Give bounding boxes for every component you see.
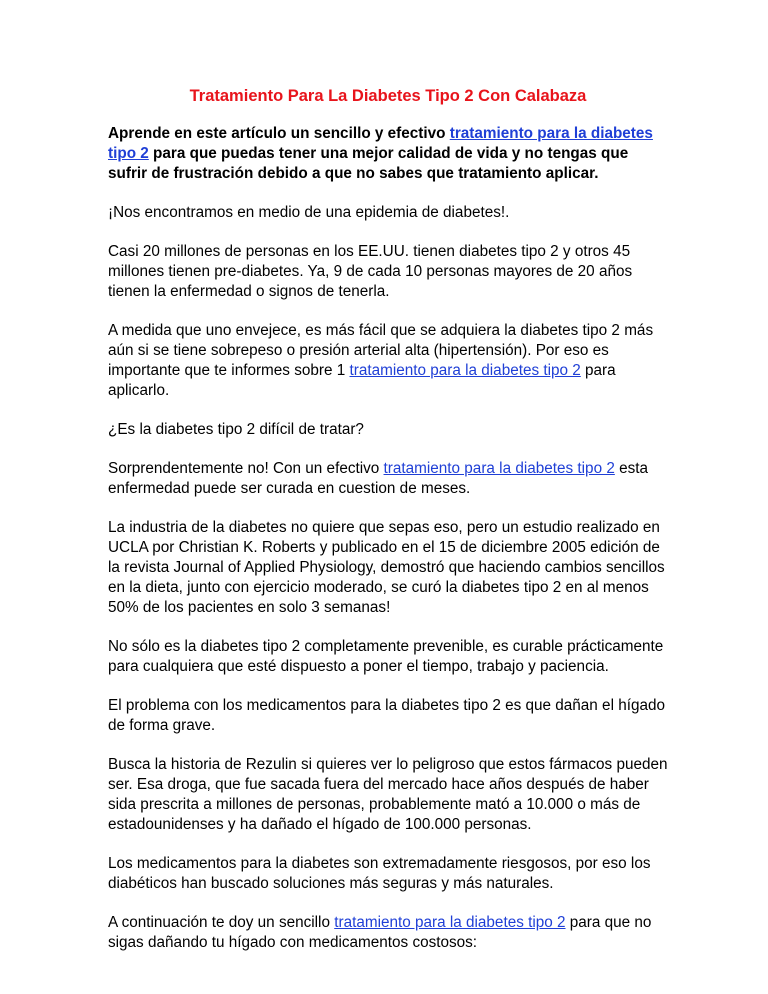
conclusion-text-before: A continuación te doy un sencillo — [108, 914, 335, 931]
paragraph-preventable: No sólo es la diabetes tipo 2 completamente prevenible, es curable prácticamente para cualquiera que esté dispuesto a poner el tiempo, trabajo y paciencia. — [108, 638, 664, 675]
aging-text-before: A medida que uno envejece, es más fácil que se adquiera la diabetes tipo 2 más aún si se tiene sobrepeso o presión arterial alta (hipertensión). Por eso es importante que te informes sobre 1 — [108, 322, 654, 379]
paragraph-aging — [108, 321, 668, 401]
paragraph-rezulin: Busca la historia de Rezulin si quieres ver lo peligroso que estos fármacos pueden ser. Esa droga, que fue sacada fuera del mercado hace años después de haber sida prescrita a millones de personas, probablemente mató a 10.000 o más de estadounidenses y ha dañado el hígado de 100.000 personas. — [108, 756, 668, 833]
conclusion-text-after: para que no sigas dañando tu hígado con medicamentos costosos: — [108, 914, 652, 951]
paragraph-ucla-study: La industria de la diabetes no quiere que sepas eso, pero un estudio realizado en UCLA por Christian K. Roberts y publicado en el 15 de diciembre 2005 edición de la revista Journal of Applied Physiology, demostró que haciendo cambios sencillos en la dieta, junto con ejercicio moderado, se curó la diabetes tipo 2 en al menos 50% de los pacientes en solo 3 semanas! — [108, 519, 665, 616]
intro-paragraph — [108, 124, 668, 184]
paragraph-liver-damage: El problema con los medicamentos para la diabetes tipo 2 es que dañan el hígado de forma grave. — [108, 697, 665, 734]
surprise-text-before: Sorprendentemente no! Con un efectivo — [108, 460, 384, 477]
page-title: Tratamiento Para La Diabetes Tipo 2 Con Calabaza — [189, 87, 587, 105]
intro-text-after: para que puedas tener una mejor calidad de vida y no tengas que sufrir de frustración debido a que no sabes que tratamiento aplicar. — [108, 145, 629, 182]
paragraph-epidemic: ¡Nos encontramos en medio de una epidemia de diabetes!. — [108, 204, 510, 221]
aging-link-diabetes-treatment[interactable]: tratamiento para la diabetes tipo 2 — [349, 362, 581, 379]
paragraph-risky-medication: Los medicamentos para la diabetes son extremadamente riesgosos, por eso los diabéticos han buscado soluciones más seguras y más naturales. — [108, 855, 651, 892]
surprise-link-diabetes-treatment[interactable]: tratamiento para la diabetes tipo 2 — [383, 460, 615, 477]
conclusion-link-diabetes-treatment[interactable]: tratamiento para la diabetes tipo 2 — [334, 914, 566, 931]
paragraph-conclusion — [108, 913, 668, 953]
aging-text-after: para aplicarlo. — [108, 362, 616, 399]
paragraph-question: ¿Es la diabetes tipo 2 difícil de tratar? — [108, 421, 364, 438]
intro-link-diabetes-treatment[interactable]: tratamiento para la diabetes tipo 2 — [108, 125, 653, 162]
surprise-text-after: esta enfermedad puede ser curada en cuestion de meses. — [108, 460, 649, 497]
paragraph-statistics: Casi 20 millones de personas en los EE.UU. tienen diabetes tipo 2 y otros 45 millones tienen pre-diabetes. Ya, 9 de cada 10 personas mayores de 20 años tienen la enfermedad o signos de tenerla. — [108, 243, 633, 300]
intro-text-before: Aprende en este artículo un sencillo y efectivo — [108, 125, 450, 142]
document-page — [108, 86, 668, 972]
paragraph-surprise — [108, 459, 668, 499]
